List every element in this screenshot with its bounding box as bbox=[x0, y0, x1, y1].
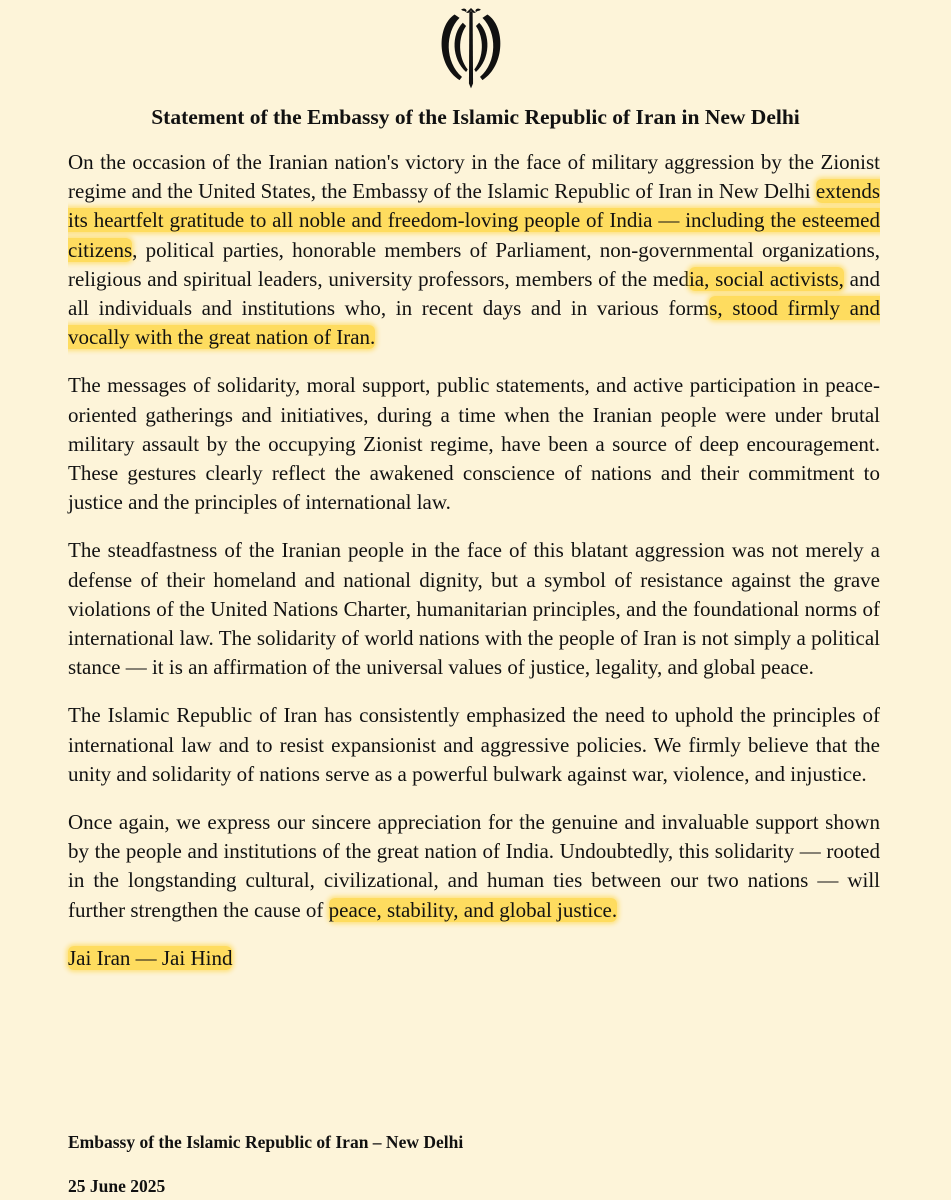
paragraph-5 bbox=[68, 808, 880, 925]
paragraph-1-text-a: On the occasion of the Iranian nation's victory in the face of military aggression by the Zionist regime and the United States, the Embassy of the Islamic Republic of Iran in New Delhi bbox=[68, 150, 880, 204]
statement-body bbox=[68, 148, 880, 973]
highlight-peace-stability: peace, stability, and global justice. bbox=[328, 897, 618, 922]
paragraph-1-text-c: and all individuals and institutions who, in recent days and in various form bbox=[68, 266, 880, 321]
paragraph-2: The messages of solidarity, moral support, public statements, and active participation in peace-oriented gatherings and initiatives, during a time when the Iranian people were under brutal military assault by the occupying Zionist regime, have been a source of deep encouragement. These gestures clearly reflect the awakened conscience of nations and their commitment to justice and the principles of international law. bbox=[68, 373, 880, 515]
paragraph-4: The Islamic Republic of Iran has consistently emphasized the need to uphold the principles of international law and to resist expansionist and aggressive policies. We firmly believe that the unity and solidarity of nations serve as a powerful bulwark against war, violence, and injustice. bbox=[68, 703, 880, 786]
paragraph-1-text-b: , political parties, honorable members of Parliament, non-governmental organizations, religious and spiritual leaders, university professors, members of the med bbox=[68, 237, 880, 291]
paragraph-3: The steadfastness of the Iranian people in the face of this blatant aggression was not merely a defense of their homeland and national dignity, but a symbol of resistance against the grave violations of the United Nations Charter, humanitarian principles, and the foundational norms of international law. The solidarity of world nations with the people of Iran is not simply a political stance — it is an affirmation of the universal values of justice, legality, and global peace. bbox=[68, 538, 880, 680]
paragraph-1 bbox=[68, 148, 880, 352]
paragraph-5-text: Once again, we express our sincere appreciation for the genuine and invaluable support shown by the people and institutions of the great nation of India. Undoubtedly, this solidarity — rooted in the longstanding cultural, civilizational, and human ties between our two nations — will further strengthen the cause of bbox=[68, 810, 880, 922]
statement-title: Statement of the Embassy of the Islamic Republic of Iran in New Delhi bbox=[151, 105, 800, 129]
closing-line bbox=[68, 944, 880, 973]
signature: Embassy of the Islamic Republic of Iran – New Delhi bbox=[68, 1132, 464, 1152]
highlight-social-activists: ia, social activists, bbox=[688, 266, 844, 291]
highlight-stood-firmly: s, stood firmly and vocally with the great nation of Iran. bbox=[68, 296, 880, 350]
iran-emblem-icon bbox=[430, 8, 512, 90]
statement-date: 25 June 2025 bbox=[68, 1176, 166, 1196]
highlight-jai-iran-jai-hind: Jai Iran — Jai Hind bbox=[68, 945, 233, 970]
highlight-gratitude: extends its heartfelt gratitude to all noble and freedom-loving people of India — including the esteemed citizens bbox=[68, 179, 880, 262]
